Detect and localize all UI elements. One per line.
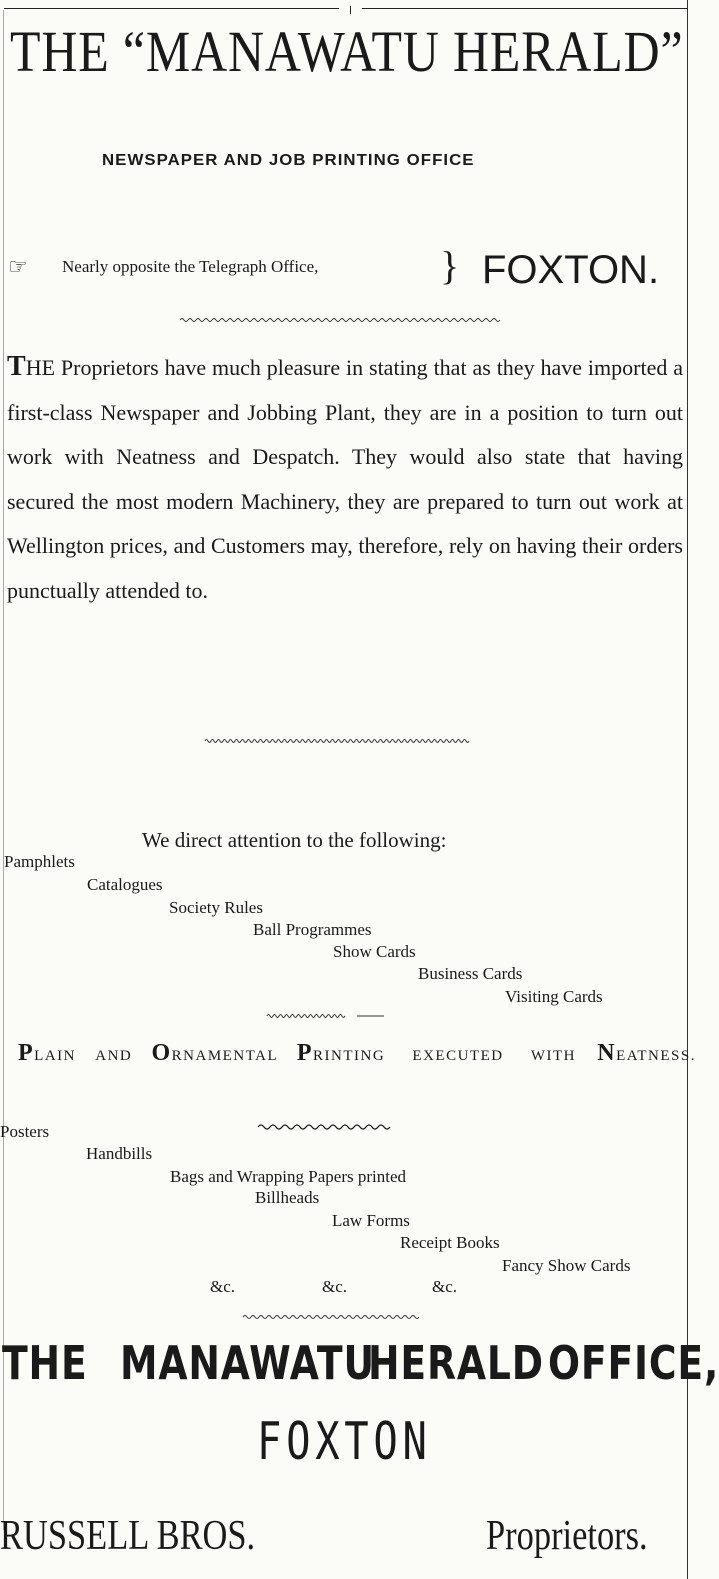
list-item-society-rules: Society Rules xyxy=(169,898,263,917)
ornate-cap-p2: P xyxy=(296,1040,313,1066)
word-ornamental-rest: RNAMENTAL xyxy=(171,1048,278,1064)
town-name: FOXTON. xyxy=(482,248,660,292)
list-item-visiting-cards: Visiting Cards xyxy=(505,987,603,1006)
drop-cap: T xyxy=(7,351,26,382)
word-with: WITH xyxy=(530,1048,576,1064)
top-rule-right xyxy=(362,8,688,9)
list-item-law-forms: Law Forms xyxy=(332,1211,410,1230)
ornate-cap-n: N xyxy=(597,1040,617,1066)
ornament-rule-4 xyxy=(258,1118,390,1126)
office-word-the: THE xyxy=(2,1336,88,1390)
office-word-office: OFFICE, xyxy=(548,1336,719,1390)
list-item-posters: Posters xyxy=(0,1122,50,1141)
list-item-business-cards: Business Cards xyxy=(418,964,523,983)
address-line: Nearly opposite the Telegraph Office, xyxy=(62,257,319,276)
owners-name: RUSSELL BROS. xyxy=(0,1513,256,1559)
list-item-fancy-show-cards: Fancy Show Cards xyxy=(502,1256,631,1275)
word-neatness-rest: EATNESS. xyxy=(616,1048,696,1064)
paragraph-text: HE Proprietors have much pleasure in stating that as they have imported a first-class Newspaper and Jobbing Plant, they are in a position to turn out work with Neatness and Despatch. They would also state that having secured the most modern Machinery, they are prepared to turn out work at Wellington prices, and Customers may, therefore, rely on having their orders punctually attended to. xyxy=(7,355,683,603)
left-column-rule xyxy=(3,10,4,1530)
pointing-hand-icon: ☞ xyxy=(8,254,28,279)
list-item-pamphlets: Pamphlets xyxy=(4,852,75,871)
brace-icon: } xyxy=(440,243,460,288)
word-plain-rest: LAIN xyxy=(34,1048,76,1064)
list-item-catalogues: Catalogues xyxy=(87,875,163,894)
masthead-subtitle: NEWSPAPER AND JOB PRINTING OFFICE xyxy=(102,152,475,169)
office-word-manawatu: MANAWATU xyxy=(120,1336,375,1390)
list-item-ball-programmes: Ball Programmes xyxy=(253,920,372,939)
top-rule-left xyxy=(4,8,339,9)
footer-foxton: FOXTON xyxy=(257,1412,432,1472)
top-rule-tick xyxy=(350,6,351,14)
etc-3: &c. xyxy=(432,1277,458,1296)
ornament-rule-3 xyxy=(267,1006,385,1012)
list-item-handbills: Handbills xyxy=(86,1144,153,1163)
list-item-show-cards: Show Cards xyxy=(333,942,416,961)
list-item-receipt-books: Receipt Books xyxy=(400,1233,500,1252)
masthead-title: THE “MANAWATU HERALD” xyxy=(10,19,684,84)
ornate-cap-o: O xyxy=(151,1040,172,1066)
plain-ornamental-line xyxy=(18,1040,696,1067)
word-executed: EXECUTED xyxy=(412,1048,504,1064)
etc-2: &c. xyxy=(322,1277,348,1296)
list-item-billheads: Billheads xyxy=(255,1188,320,1207)
list-item-bags-wrapping: Bags and Wrapping Papers printed xyxy=(170,1167,407,1186)
ornament-rule-1 xyxy=(180,310,503,316)
proprietors-label: Proprietors. xyxy=(486,1513,648,1559)
word-printing-rest: RINTING xyxy=(313,1048,386,1064)
direct-attention-heading: We direct attention to the following: xyxy=(142,828,447,852)
ornate-cap-p1: P xyxy=(18,1040,35,1066)
etc-1: &c. xyxy=(210,1277,236,1296)
office-word-herald: HERALD xyxy=(368,1336,544,1390)
ornament-rule-5 xyxy=(243,1307,421,1313)
word-and: AND xyxy=(95,1048,133,1064)
ornament-rule-2 xyxy=(205,731,472,737)
proprietors-paragraph xyxy=(7,345,683,613)
